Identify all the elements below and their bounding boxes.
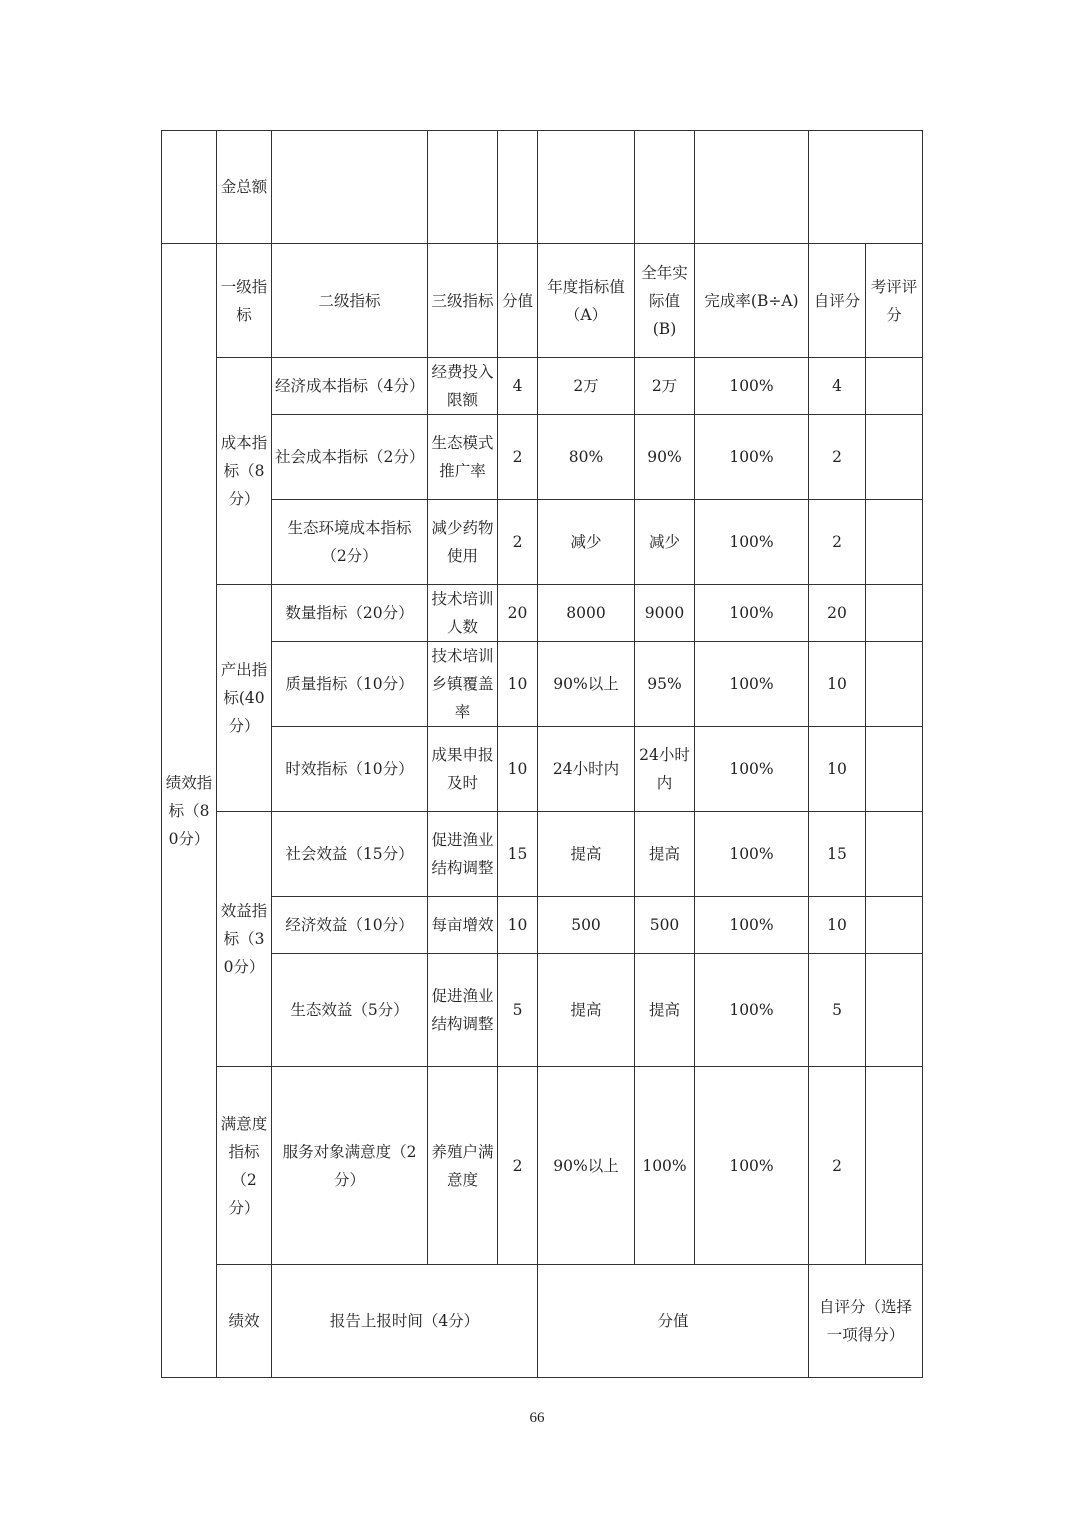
eval-score-cell bbox=[866, 585, 923, 642]
header-annual-target: 年度指标值（A） bbox=[538, 244, 635, 358]
eval-score-cell bbox=[866, 642, 923, 727]
actual-cell: 95% bbox=[635, 642, 695, 727]
table-row bbox=[162, 358, 923, 415]
target-cell: 90%以上 bbox=[538, 1067, 635, 1265]
score-cell: 10 bbox=[498, 727, 538, 812]
header-score: 分值 bbox=[498, 244, 538, 358]
actual-cell: 提高 bbox=[635, 812, 695, 897]
level2-cell: 社会效益（15分） bbox=[272, 812, 428, 897]
level2-cell: 社会成本指标（2分） bbox=[272, 415, 428, 500]
footer-score-cell: 分值 bbox=[538, 1265, 809, 1378]
self-score-cell: 15 bbox=[809, 812, 866, 897]
level2-cell: 生态效益（5分） bbox=[272, 954, 428, 1067]
performance-table bbox=[161, 130, 923, 1378]
score-cell: 20 bbox=[498, 585, 538, 642]
header-level2: 二级指标 bbox=[272, 244, 428, 358]
table-row bbox=[162, 585, 923, 642]
rate-cell: 100% bbox=[695, 727, 809, 812]
header-actual: 全年实际值(B) bbox=[635, 244, 695, 358]
level2-cell: 经济成本指标（4分） bbox=[272, 358, 428, 415]
level1-cell: 效益指标（30分） bbox=[217, 812, 272, 1067]
rate-cell: 100% bbox=[695, 500, 809, 585]
page-number: 66 bbox=[529, 1410, 545, 1426]
eval-score-cell bbox=[866, 1067, 923, 1265]
table-row bbox=[162, 1067, 923, 1265]
target-cell: 2万 bbox=[538, 358, 635, 415]
target-cell: 提高 bbox=[538, 812, 635, 897]
score-cell: 2 bbox=[498, 1067, 538, 1265]
eval-score-cell bbox=[866, 727, 923, 812]
actual-cell: 24小时内 bbox=[635, 727, 695, 812]
header-level1: 一级指标 bbox=[217, 244, 272, 358]
rate-cell: 100% bbox=[695, 812, 809, 897]
perf-indicator-group: 绩效指标（80分） bbox=[162, 244, 217, 1378]
self-score-cell: 10 bbox=[809, 897, 866, 954]
score-cell: 10 bbox=[498, 897, 538, 954]
score-cell: 2 bbox=[498, 500, 538, 585]
level2-cell: 生态环境成本指标（2分） bbox=[272, 500, 428, 585]
self-score-cell: 4 bbox=[809, 358, 866, 415]
target-cell: 8000 bbox=[538, 585, 635, 642]
score-cell: 15 bbox=[498, 812, 538, 897]
level1-cell: 满意度指标（2分） bbox=[217, 1067, 272, 1265]
footer-self-score-cell: 自评分（选择一项得分） bbox=[809, 1265, 923, 1378]
level3-cell: 促进渔业结构调整 bbox=[428, 954, 498, 1067]
score-cell: 10 bbox=[498, 642, 538, 727]
level1-cell: 产出指标(40分） bbox=[217, 585, 272, 812]
self-score-cell: 10 bbox=[809, 727, 866, 812]
actual-cell: 90% bbox=[635, 415, 695, 500]
header-eval-score: 考评评分 bbox=[866, 244, 923, 358]
level2-cell: 经济效益（10分） bbox=[272, 897, 428, 954]
table-row bbox=[162, 812, 923, 897]
actual-cell: 100% bbox=[635, 1067, 695, 1265]
level3-cell: 技术培训乡镇覆盖率 bbox=[428, 642, 498, 727]
actual-cell: 500 bbox=[635, 897, 695, 954]
eval-score-cell bbox=[866, 358, 923, 415]
level3-cell: 每亩增效 bbox=[428, 897, 498, 954]
level3-cell: 经费投入限额 bbox=[428, 358, 498, 415]
rate-cell: 100% bbox=[695, 897, 809, 954]
level3-cell: 成果申报及时 bbox=[428, 727, 498, 812]
eval-score-cell bbox=[866, 415, 923, 500]
rate-cell: 100% bbox=[695, 1067, 809, 1265]
score-cell: 2 bbox=[498, 415, 538, 500]
rate-cell: 100% bbox=[695, 642, 809, 727]
report-time-cell: 报告上报时间（4分） bbox=[272, 1265, 538, 1378]
header-completion-rate: 完成率(B÷A) bbox=[695, 244, 809, 358]
actual-cell: 提高 bbox=[635, 954, 695, 1067]
rate-cell: 100% bbox=[695, 585, 809, 642]
level3-cell: 养殖户满意度 bbox=[428, 1067, 498, 1265]
eval-score-cell bbox=[866, 954, 923, 1067]
target-cell: 90%以上 bbox=[538, 642, 635, 727]
self-score-cell: 2 bbox=[809, 415, 866, 500]
level2-cell: 服务对象满意度（2分） bbox=[272, 1067, 428, 1265]
target-cell: 500 bbox=[538, 897, 635, 954]
header-self-score: 自评分 bbox=[809, 244, 866, 358]
level2-cell: 时效指标（10分） bbox=[272, 727, 428, 812]
header-row bbox=[162, 244, 923, 358]
score-cell: 5 bbox=[498, 954, 538, 1067]
self-score-cell: 2 bbox=[809, 500, 866, 585]
level3-cell: 技术培训人数 bbox=[428, 585, 498, 642]
table-row bbox=[162, 642, 923, 727]
score-cell: 4 bbox=[498, 358, 538, 415]
self-score-cell: 20 bbox=[809, 585, 866, 642]
level2-cell: 数量指标（20分） bbox=[272, 585, 428, 642]
self-score-cell: 2 bbox=[809, 1067, 866, 1265]
table-row bbox=[162, 1265, 923, 1378]
perf-footer-label: 绩效 bbox=[217, 1265, 272, 1378]
level1-cell: 成本指标（8分） bbox=[217, 358, 272, 585]
level2-cell: 质量指标（10分） bbox=[272, 642, 428, 727]
table-row bbox=[162, 131, 923, 244]
table-row bbox=[162, 500, 923, 585]
self-score-cell: 10 bbox=[809, 642, 866, 727]
rate-cell: 100% bbox=[695, 358, 809, 415]
level3-cell: 生态模式推广率 bbox=[428, 415, 498, 500]
self-score-cell: 5 bbox=[809, 954, 866, 1067]
eval-score-cell bbox=[866, 500, 923, 585]
rate-cell: 100% bbox=[695, 415, 809, 500]
table-row bbox=[162, 954, 923, 1067]
target-cell: 减少 bbox=[538, 500, 635, 585]
table-row bbox=[162, 727, 923, 812]
actual-cell: 2万 bbox=[635, 358, 695, 415]
target-cell: 24小时内 bbox=[538, 727, 635, 812]
actual-cell: 减少 bbox=[635, 500, 695, 585]
target-cell: 80% bbox=[538, 415, 635, 500]
eval-score-cell bbox=[866, 812, 923, 897]
level3-cell: 促进渔业结构调整 bbox=[428, 812, 498, 897]
table-row bbox=[162, 415, 923, 500]
level3-cell: 减少药物使用 bbox=[428, 500, 498, 585]
eval-score-cell bbox=[866, 897, 923, 954]
table-row bbox=[162, 897, 923, 954]
target-cell: 提高 bbox=[538, 954, 635, 1067]
rate-cell: 100% bbox=[695, 954, 809, 1067]
actual-cell: 9000 bbox=[635, 585, 695, 642]
header-level3: 三级指标 bbox=[428, 244, 498, 358]
fund-total-label: 金总额 bbox=[217, 131, 272, 244]
